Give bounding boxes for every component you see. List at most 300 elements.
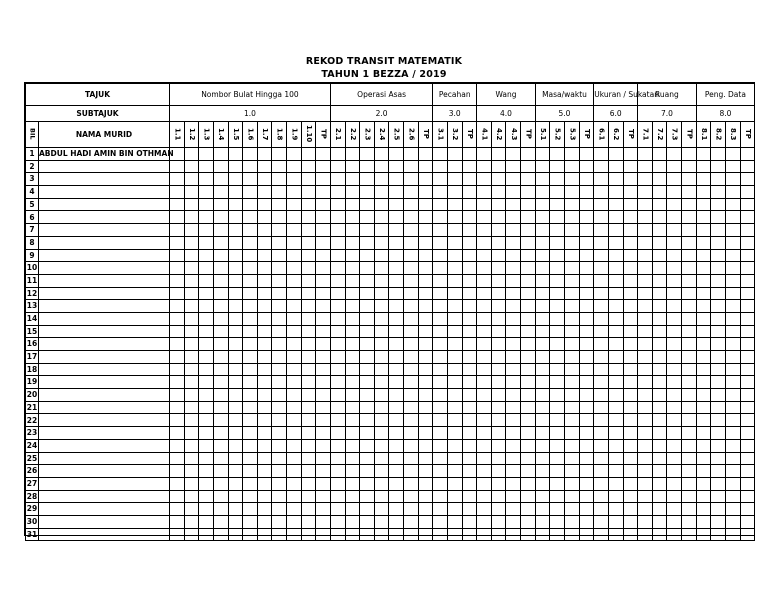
mark-cell[interactable] bbox=[638, 465, 653, 478]
mark-cell[interactable] bbox=[184, 351, 199, 364]
mark-cell[interactable] bbox=[696, 338, 711, 351]
mark-cell[interactable] bbox=[638, 262, 653, 275]
mark-cell[interactable] bbox=[433, 477, 448, 490]
mark-cell[interactable] bbox=[491, 401, 506, 414]
mark-cell[interactable] bbox=[345, 376, 360, 389]
mark-cell[interactable] bbox=[682, 439, 697, 452]
mark-cell[interactable] bbox=[418, 287, 433, 300]
mark-cell[interactable] bbox=[506, 312, 521, 325]
mark-cell[interactable] bbox=[565, 262, 580, 275]
mark-cell[interactable] bbox=[316, 274, 331, 287]
mark-cell[interactable] bbox=[535, 287, 550, 300]
mark-cell[interactable] bbox=[579, 224, 594, 237]
student-name[interactable] bbox=[39, 528, 170, 541]
mark-cell[interactable] bbox=[579, 173, 594, 186]
mark-cell[interactable] bbox=[345, 249, 360, 262]
mark-cell[interactable] bbox=[213, 401, 228, 414]
mark-cell[interactable] bbox=[374, 198, 389, 211]
mark-cell[interactable] bbox=[682, 173, 697, 186]
mark-cell[interactable] bbox=[301, 160, 316, 173]
mark-cell[interactable] bbox=[608, 427, 623, 440]
mark-cell[interactable] bbox=[565, 186, 580, 199]
mark-cell[interactable] bbox=[243, 338, 258, 351]
mark-cell[interactable] bbox=[433, 401, 448, 414]
mark-cell[interactable] bbox=[477, 401, 492, 414]
mark-cell[interactable] bbox=[433, 490, 448, 503]
mark-cell[interactable] bbox=[228, 236, 243, 249]
mark-cell[interactable] bbox=[594, 198, 609, 211]
mark-cell[interactable] bbox=[360, 439, 375, 452]
mark-cell[interactable] bbox=[682, 338, 697, 351]
mark-cell[interactable] bbox=[404, 312, 419, 325]
mark-cell[interactable] bbox=[565, 427, 580, 440]
mark-cell[interactable] bbox=[257, 351, 272, 364]
mark-cell[interactable] bbox=[330, 249, 345, 262]
mark-cell[interactable] bbox=[316, 198, 331, 211]
mark-cell[interactable] bbox=[447, 465, 462, 478]
mark-cell[interactable] bbox=[565, 287, 580, 300]
mark-cell[interactable] bbox=[623, 351, 638, 364]
mark-cell[interactable] bbox=[243, 160, 258, 173]
mark-cell[interactable] bbox=[594, 148, 609, 161]
mark-cell[interactable] bbox=[506, 490, 521, 503]
mark-cell[interactable] bbox=[316, 300, 331, 313]
mark-cell[interactable] bbox=[257, 300, 272, 313]
mark-cell[interactable] bbox=[418, 465, 433, 478]
mark-cell[interactable] bbox=[594, 439, 609, 452]
mark-cell[interactable] bbox=[740, 401, 755, 414]
mark-cell[interactable] bbox=[433, 312, 448, 325]
mark-cell[interactable] bbox=[257, 439, 272, 452]
mark-cell[interactable] bbox=[404, 490, 419, 503]
mark-cell[interactable] bbox=[228, 452, 243, 465]
mark-cell[interactable] bbox=[213, 236, 228, 249]
mark-cell[interactable] bbox=[404, 274, 419, 287]
mark-cell[interactable] bbox=[404, 262, 419, 275]
student-name[interactable] bbox=[39, 287, 170, 300]
mark-cell[interactable] bbox=[272, 503, 287, 516]
mark-cell[interactable] bbox=[579, 363, 594, 376]
mark-cell[interactable] bbox=[462, 186, 477, 199]
mark-cell[interactable] bbox=[550, 528, 565, 541]
student-name[interactable] bbox=[39, 490, 170, 503]
mark-cell[interactable] bbox=[404, 338, 419, 351]
mark-cell[interactable] bbox=[272, 262, 287, 275]
mark-cell[interactable] bbox=[725, 452, 740, 465]
mark-cell[interactable] bbox=[184, 338, 199, 351]
mark-cell[interactable] bbox=[725, 173, 740, 186]
mark-cell[interactable] bbox=[682, 401, 697, 414]
mark-cell[interactable] bbox=[272, 249, 287, 262]
mark-cell[interactable] bbox=[228, 173, 243, 186]
mark-cell[interactable] bbox=[360, 477, 375, 490]
mark-cell[interactable] bbox=[491, 287, 506, 300]
mark-cell[interactable] bbox=[433, 465, 448, 478]
mark-cell[interactable] bbox=[667, 490, 682, 503]
mark-cell[interactable] bbox=[535, 414, 550, 427]
mark-cell[interactable] bbox=[433, 300, 448, 313]
mark-cell[interactable] bbox=[170, 198, 185, 211]
mark-cell[interactable] bbox=[287, 439, 302, 452]
mark-cell[interactable] bbox=[330, 173, 345, 186]
mark-cell[interactable] bbox=[491, 262, 506, 275]
mark-cell[interactable] bbox=[521, 376, 536, 389]
mark-cell[interactable] bbox=[711, 249, 726, 262]
mark-cell[interactable] bbox=[374, 262, 389, 275]
mark-cell[interactable] bbox=[199, 452, 214, 465]
mark-cell[interactable] bbox=[711, 173, 726, 186]
mark-cell[interactable] bbox=[623, 414, 638, 427]
mark-cell[interactable] bbox=[433, 376, 448, 389]
mark-cell[interactable] bbox=[272, 465, 287, 478]
mark-cell[interactable] bbox=[638, 186, 653, 199]
mark-cell[interactable] bbox=[667, 452, 682, 465]
mark-cell[interactable] bbox=[301, 414, 316, 427]
mark-cell[interactable] bbox=[316, 465, 331, 478]
mark-cell[interactable] bbox=[623, 465, 638, 478]
mark-cell[interactable] bbox=[550, 249, 565, 262]
mark-cell[interactable] bbox=[535, 389, 550, 402]
mark-cell[interactable] bbox=[447, 515, 462, 528]
mark-cell[interactable] bbox=[345, 351, 360, 364]
mark-cell[interactable] bbox=[594, 325, 609, 338]
mark-cell[interactable] bbox=[360, 503, 375, 516]
mark-cell[interactable] bbox=[462, 389, 477, 402]
mark-cell[interactable] bbox=[623, 173, 638, 186]
mark-cell[interactable] bbox=[418, 236, 433, 249]
mark-cell[interactable] bbox=[360, 186, 375, 199]
mark-cell[interactable] bbox=[550, 338, 565, 351]
mark-cell[interactable] bbox=[330, 198, 345, 211]
mark-cell[interactable] bbox=[330, 363, 345, 376]
mark-cell[interactable] bbox=[579, 262, 594, 275]
mark-cell[interactable] bbox=[521, 452, 536, 465]
mark-cell[interactable] bbox=[213, 376, 228, 389]
mark-cell[interactable] bbox=[565, 465, 580, 478]
mark-cell[interactable] bbox=[184, 376, 199, 389]
mark-cell[interactable] bbox=[184, 160, 199, 173]
mark-cell[interactable] bbox=[535, 477, 550, 490]
mark-cell[interactable] bbox=[579, 312, 594, 325]
mark-cell[interactable] bbox=[682, 274, 697, 287]
mark-cell[interactable] bbox=[404, 160, 419, 173]
mark-cell[interactable] bbox=[360, 249, 375, 262]
mark-cell[interactable] bbox=[667, 515, 682, 528]
mark-cell[interactable] bbox=[374, 490, 389, 503]
mark-cell[interactable] bbox=[711, 439, 726, 452]
student-name[interactable] bbox=[39, 173, 170, 186]
mark-cell[interactable] bbox=[404, 528, 419, 541]
mark-cell[interactable] bbox=[638, 148, 653, 161]
mark-cell[interactable] bbox=[404, 249, 419, 262]
mark-cell[interactable] bbox=[506, 515, 521, 528]
mark-cell[interactable] bbox=[725, 477, 740, 490]
mark-cell[interactable] bbox=[682, 211, 697, 224]
mark-cell[interactable] bbox=[272, 528, 287, 541]
mark-cell[interactable] bbox=[652, 249, 667, 262]
mark-cell[interactable] bbox=[228, 351, 243, 364]
mark-cell[interactable] bbox=[682, 287, 697, 300]
mark-cell[interactable] bbox=[725, 515, 740, 528]
mark-cell[interactable] bbox=[257, 528, 272, 541]
mark-cell[interactable] bbox=[521, 300, 536, 313]
mark-cell[interactable] bbox=[638, 414, 653, 427]
mark-cell[interactable] bbox=[491, 198, 506, 211]
mark-cell[interactable] bbox=[447, 376, 462, 389]
mark-cell[interactable] bbox=[213, 351, 228, 364]
mark-cell[interactable] bbox=[711, 427, 726, 440]
mark-cell[interactable] bbox=[740, 312, 755, 325]
student-name[interactable] bbox=[39, 236, 170, 249]
mark-cell[interactable] bbox=[682, 300, 697, 313]
mark-cell[interactable] bbox=[506, 477, 521, 490]
mark-cell[interactable] bbox=[491, 160, 506, 173]
student-name[interactable] bbox=[39, 186, 170, 199]
mark-cell[interactable] bbox=[711, 389, 726, 402]
mark-cell[interactable] bbox=[477, 186, 492, 199]
mark-cell[interactable] bbox=[506, 148, 521, 161]
mark-cell[interactable] bbox=[316, 325, 331, 338]
mark-cell[interactable] bbox=[491, 351, 506, 364]
mark-cell[interactable] bbox=[287, 236, 302, 249]
mark-cell[interactable] bbox=[287, 389, 302, 402]
mark-cell[interactable] bbox=[170, 490, 185, 503]
mark-cell[interactable] bbox=[521, 465, 536, 478]
mark-cell[interactable] bbox=[272, 414, 287, 427]
mark-cell[interactable] bbox=[316, 376, 331, 389]
mark-cell[interactable] bbox=[213, 249, 228, 262]
mark-cell[interactable] bbox=[623, 376, 638, 389]
mark-cell[interactable] bbox=[623, 528, 638, 541]
mark-cell[interactable] bbox=[565, 351, 580, 364]
mark-cell[interactable] bbox=[433, 452, 448, 465]
mark-cell[interactable] bbox=[521, 338, 536, 351]
mark-cell[interactable] bbox=[330, 274, 345, 287]
mark-cell[interactable] bbox=[667, 300, 682, 313]
mark-cell[interactable] bbox=[199, 325, 214, 338]
mark-cell[interactable] bbox=[447, 160, 462, 173]
mark-cell[interactable] bbox=[360, 287, 375, 300]
mark-cell[interactable] bbox=[404, 477, 419, 490]
mark-cell[interactable] bbox=[462, 490, 477, 503]
mark-cell[interactable] bbox=[433, 262, 448, 275]
mark-cell[interactable] bbox=[711, 148, 726, 161]
mark-cell[interactable] bbox=[565, 515, 580, 528]
mark-cell[interactable] bbox=[696, 363, 711, 376]
mark-cell[interactable] bbox=[667, 312, 682, 325]
mark-cell[interactable] bbox=[330, 465, 345, 478]
mark-cell[interactable] bbox=[301, 427, 316, 440]
mark-cell[interactable] bbox=[184, 325, 199, 338]
mark-cell[interactable] bbox=[608, 401, 623, 414]
mark-cell[interactable] bbox=[433, 325, 448, 338]
mark-cell[interactable] bbox=[682, 351, 697, 364]
mark-cell[interactable] bbox=[638, 515, 653, 528]
mark-cell[interactable] bbox=[301, 503, 316, 516]
mark-cell[interactable] bbox=[272, 401, 287, 414]
mark-cell[interactable] bbox=[170, 414, 185, 427]
mark-cell[interactable] bbox=[389, 439, 404, 452]
mark-cell[interactable] bbox=[257, 198, 272, 211]
mark-cell[interactable] bbox=[199, 503, 214, 516]
mark-cell[interactable] bbox=[199, 515, 214, 528]
mark-cell[interactable] bbox=[243, 351, 258, 364]
mark-cell[interactable] bbox=[287, 274, 302, 287]
mark-cell[interactable] bbox=[447, 477, 462, 490]
mark-cell[interactable] bbox=[170, 173, 185, 186]
mark-cell[interactable] bbox=[272, 452, 287, 465]
mark-cell[interactable] bbox=[287, 414, 302, 427]
mark-cell[interactable] bbox=[579, 186, 594, 199]
mark-cell[interactable] bbox=[404, 325, 419, 338]
mark-cell[interactable] bbox=[213, 465, 228, 478]
mark-cell[interactable] bbox=[652, 312, 667, 325]
mark-cell[interactable] bbox=[667, 198, 682, 211]
mark-cell[interactable] bbox=[696, 325, 711, 338]
mark-cell[interactable] bbox=[506, 198, 521, 211]
mark-cell[interactable] bbox=[418, 160, 433, 173]
mark-cell[interactable] bbox=[389, 477, 404, 490]
mark-cell[interactable] bbox=[330, 515, 345, 528]
mark-cell[interactable] bbox=[696, 287, 711, 300]
mark-cell[interactable] bbox=[330, 287, 345, 300]
mark-cell[interactable] bbox=[682, 376, 697, 389]
mark-cell[interactable] bbox=[199, 477, 214, 490]
mark-cell[interactable] bbox=[374, 148, 389, 161]
mark-cell[interactable] bbox=[330, 351, 345, 364]
mark-cell[interactable] bbox=[579, 160, 594, 173]
mark-cell[interactable] bbox=[447, 401, 462, 414]
mark-cell[interactable] bbox=[345, 148, 360, 161]
mark-cell[interactable] bbox=[711, 224, 726, 237]
mark-cell[interactable] bbox=[696, 351, 711, 364]
mark-cell[interactable] bbox=[550, 376, 565, 389]
mark-cell[interactable] bbox=[316, 363, 331, 376]
mark-cell[interactable] bbox=[418, 401, 433, 414]
mark-cell[interactable] bbox=[199, 401, 214, 414]
mark-cell[interactable] bbox=[579, 401, 594, 414]
mark-cell[interactable] bbox=[330, 477, 345, 490]
mark-cell[interactable] bbox=[272, 439, 287, 452]
mark-cell[interactable] bbox=[213, 414, 228, 427]
mark-cell[interactable] bbox=[433, 198, 448, 211]
mark-cell[interactable] bbox=[535, 186, 550, 199]
mark-cell[interactable] bbox=[301, 376, 316, 389]
mark-cell[interactable] bbox=[447, 148, 462, 161]
mark-cell[interactable] bbox=[740, 186, 755, 199]
mark-cell[interactable] bbox=[711, 477, 726, 490]
mark-cell[interactable] bbox=[725, 274, 740, 287]
mark-cell[interactable] bbox=[272, 236, 287, 249]
mark-cell[interactable] bbox=[374, 389, 389, 402]
mark-cell[interactable] bbox=[184, 198, 199, 211]
mark-cell[interactable] bbox=[462, 262, 477, 275]
mark-cell[interactable] bbox=[696, 389, 711, 402]
mark-cell[interactable] bbox=[257, 338, 272, 351]
mark-cell[interactable] bbox=[257, 477, 272, 490]
mark-cell[interactable] bbox=[652, 224, 667, 237]
mark-cell[interactable] bbox=[170, 528, 185, 541]
mark-cell[interactable] bbox=[316, 452, 331, 465]
mark-cell[interactable] bbox=[184, 515, 199, 528]
mark-cell[interactable] bbox=[213, 490, 228, 503]
mark-cell[interactable] bbox=[579, 325, 594, 338]
mark-cell[interactable] bbox=[740, 300, 755, 313]
mark-cell[interactable] bbox=[696, 236, 711, 249]
mark-cell[interactable] bbox=[711, 236, 726, 249]
mark-cell[interactable] bbox=[652, 389, 667, 402]
mark-cell[interactable] bbox=[565, 528, 580, 541]
mark-cell[interactable] bbox=[491, 186, 506, 199]
mark-cell[interactable] bbox=[257, 427, 272, 440]
mark-cell[interactable] bbox=[477, 363, 492, 376]
mark-cell[interactable] bbox=[462, 211, 477, 224]
mark-cell[interactable] bbox=[389, 287, 404, 300]
mark-cell[interactable] bbox=[491, 528, 506, 541]
mark-cell[interactable] bbox=[418, 414, 433, 427]
mark-cell[interactable] bbox=[623, 503, 638, 516]
mark-cell[interactable] bbox=[652, 490, 667, 503]
mark-cell[interactable] bbox=[725, 363, 740, 376]
mark-cell[interactable] bbox=[170, 236, 185, 249]
mark-cell[interactable] bbox=[521, 198, 536, 211]
mark-cell[interactable] bbox=[565, 325, 580, 338]
mark-cell[interactable] bbox=[374, 515, 389, 528]
mark-cell[interactable] bbox=[374, 452, 389, 465]
mark-cell[interactable] bbox=[565, 211, 580, 224]
mark-cell[interactable] bbox=[257, 452, 272, 465]
mark-cell[interactable] bbox=[506, 287, 521, 300]
mark-cell[interactable] bbox=[725, 236, 740, 249]
mark-cell[interactable] bbox=[667, 465, 682, 478]
mark-cell[interactable] bbox=[287, 325, 302, 338]
mark-cell[interactable] bbox=[316, 414, 331, 427]
mark-cell[interactable] bbox=[243, 236, 258, 249]
mark-cell[interactable] bbox=[594, 465, 609, 478]
mark-cell[interactable] bbox=[462, 236, 477, 249]
mark-cell[interactable] bbox=[418, 173, 433, 186]
mark-cell[interactable] bbox=[433, 427, 448, 440]
mark-cell[interactable] bbox=[272, 490, 287, 503]
mark-cell[interactable] bbox=[447, 312, 462, 325]
mark-cell[interactable] bbox=[608, 173, 623, 186]
mark-cell[interactable] bbox=[608, 439, 623, 452]
mark-cell[interactable] bbox=[389, 490, 404, 503]
mark-cell[interactable] bbox=[199, 414, 214, 427]
mark-cell[interactable] bbox=[360, 198, 375, 211]
mark-cell[interactable] bbox=[477, 173, 492, 186]
mark-cell[interactable] bbox=[579, 338, 594, 351]
mark-cell[interactable] bbox=[374, 414, 389, 427]
mark-cell[interactable] bbox=[638, 287, 653, 300]
mark-cell[interactable] bbox=[345, 312, 360, 325]
mark-cell[interactable] bbox=[418, 363, 433, 376]
mark-cell[interactable] bbox=[521, 503, 536, 516]
mark-cell[interactable] bbox=[477, 389, 492, 402]
mark-cell[interactable] bbox=[360, 452, 375, 465]
mark-cell[interactable] bbox=[243, 389, 258, 402]
mark-cell[interactable] bbox=[345, 490, 360, 503]
mark-cell[interactable] bbox=[565, 376, 580, 389]
mark-cell[interactable] bbox=[184, 465, 199, 478]
mark-cell[interactable] bbox=[491, 249, 506, 262]
mark-cell[interactable] bbox=[243, 186, 258, 199]
mark-cell[interactable] bbox=[184, 363, 199, 376]
mark-cell[interactable] bbox=[725, 528, 740, 541]
mark-cell[interactable] bbox=[257, 249, 272, 262]
mark-cell[interactable] bbox=[404, 236, 419, 249]
mark-cell[interactable] bbox=[404, 198, 419, 211]
